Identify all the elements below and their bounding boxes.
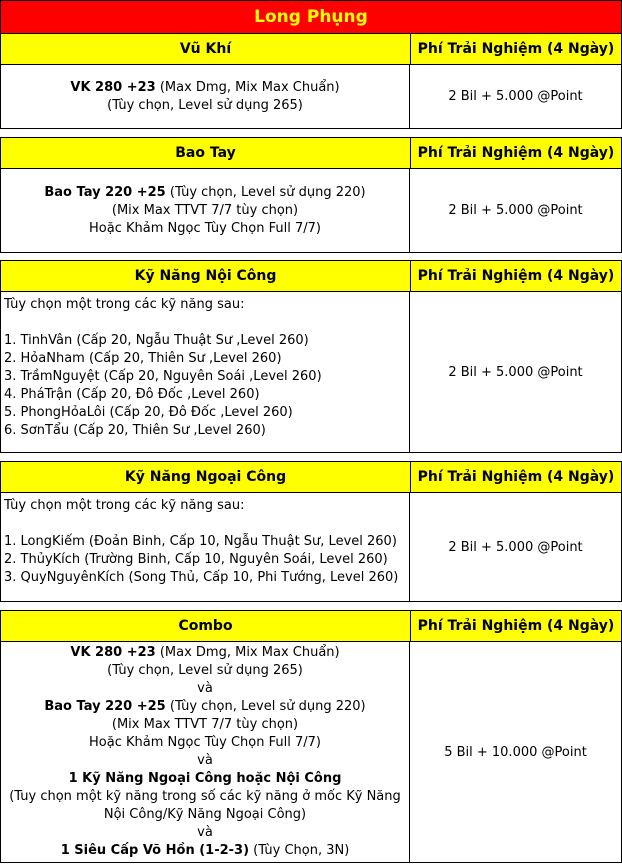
item-detail: (Mix Max TTVT 7/7 tùy chọn) [111, 717, 299, 732]
skill-list [1, 493, 410, 601]
item-price: 2 Bil + 5.000 @Point [448, 89, 583, 104]
skill-item: 3. QuyNguyênKích (Song Thủ, Cấp 10, Phi Tướng, Level 260) [4, 570, 399, 585]
page-title: Long Phụng [254, 7, 368, 27]
skill-item: 1. LongKiếm (Đoản Binh, Cấp 10, Ngẫu Thuật Sư, Level 260) [4, 534, 397, 549]
price-header: Phí Trải Nghiệm (4 Ngày) [417, 145, 615, 161]
section-header [1, 138, 621, 169]
page-title-banner [0, 0, 622, 34]
item-detail: Nội Công/Kỹ Năng Ngoại Công) [103, 807, 307, 822]
section-body [1, 169, 621, 252]
item-detail: (Max Dmg, Mix Max Chuẩn) [155, 645, 340, 660]
section-ngoai-cong [0, 461, 622, 602]
section-bao-tay [0, 137, 622, 253]
section-body [1, 493, 621, 601]
and-separator: và [197, 753, 213, 768]
item-name: Bao Tay 220 +25 [44, 699, 166, 714]
skill-list [1, 292, 410, 452]
skill-item: 4. PháTrận (Cấp 20, Đô Đốc ,Level 260) [4, 387, 260, 402]
skill-intro: Tùy chọn một trong các kỹ năng sau: [4, 297, 245, 312]
section-vu-khi [0, 33, 622, 129]
item-price: 2 Bil + 5.000 @Point [448, 539, 583, 555]
section-header [1, 462, 621, 493]
item-detail: (Tùy Chọn, 3N) [249, 843, 350, 858]
item-price: 5 Bil + 10.000 @Point [444, 744, 587, 760]
combo-description [1, 642, 410, 862]
section-title: Combo [1, 611, 411, 641]
skill-item: 3. TrầmNguyệt (Cấp 20, Nguyên Soái ,Level 260) [4, 369, 322, 384]
skill-item: 1. TinhVân (Cấp 20, Ngẫu Thuật Sư ,Level 260) [4, 333, 309, 348]
skill-item: 2. HỏaNham (Cấp 20, Thiên Sư ,Level 260) [4, 351, 282, 366]
section-body [1, 292, 621, 452]
item-detail: (Max Dmg, Mix Max Chuẩn) [155, 79, 340, 95]
price-header: Phí Trải Nghiệm (4 Ngày) [417, 469, 615, 485]
item-detail: Hoặc Khảm Ngọc Tùy Chọn Full 7/7) [89, 220, 321, 236]
price-header: Phí Trải Nghiệm (4 Ngày) [417, 268, 615, 284]
item-description [1, 65, 410, 128]
price-header: Phí Trải Nghiệm (4 Ngày) [417, 41, 615, 57]
item-price: 2 Bil + 5.000 @Point [448, 364, 583, 380]
item-detail: (Tùy chọn, Level sử dụng 220) [165, 184, 366, 200]
section-body [1, 642, 621, 862]
item-name: VK 280 +23 [70, 79, 156, 95]
section-header [1, 261, 621, 292]
skill-item: 5. PhongHỏaLôi (Cấp 20, Đô Đốc ,Level 260) [4, 405, 293, 420]
item-detail: Hoặc Khảm Ngọc Tùy Chọn Full 7/7) [89, 735, 321, 750]
item-detail: (Mix Max TTVT 7/7 tùy chọn) [111, 202, 299, 218]
and-separator: và [197, 681, 213, 696]
section-title: Kỹ Năng Nội Công [1, 261, 411, 291]
item-detail: (Tuy chọn một kỹ năng trong số các kỹ năng ở mốc Kỹ Năng [9, 789, 401, 804]
section-body [1, 65, 621, 128]
section-title: Bao Tay [1, 138, 411, 168]
item-detail: (Tùy chọn, Level sử dụng 220) [165, 699, 366, 714]
item-price: 2 Bil + 5.000 @Point [448, 203, 583, 218]
and-separator: và [197, 825, 213, 840]
skill-item: 6. SơnTẩu (Cấp 20, Thiên Sư ,Level 260) [4, 423, 266, 438]
item-description [1, 169, 410, 252]
section-title: Kỹ Năng Ngoại Công [1, 462, 411, 492]
price-header: Phí Trải Nghiệm (4 Ngày) [417, 618, 615, 634]
skill-item: 2. ThủyKích (Trường Binh, Cấp 10, Nguyên Soái, Level 260) [4, 552, 388, 567]
section-header [1, 611, 621, 642]
skill-intro: Tùy chọn một trong các kỹ năng sau: [4, 498, 245, 513]
item-detail: (Tùy chọn, Level sử dụng 265) [107, 663, 303, 678]
item-name: 1 Siêu Cấp Võ Hồn (1-2-3) [60, 843, 250, 858]
item-name: VK 280 +23 [70, 645, 156, 660]
section-noi-cong [0, 260, 622, 453]
item-detail: (Tùy chọn, Level sử dụng 265) [107, 97, 303, 113]
section-header [1, 34, 621, 65]
item-name: 1 Kỹ Năng Ngoại Công hoặc Nội Công [68, 771, 342, 786]
item-name: Bao Tay 220 +25 [44, 184, 166, 200]
section-title: Vũ Khí [1, 34, 411, 64]
section-combo [0, 610, 622, 863]
